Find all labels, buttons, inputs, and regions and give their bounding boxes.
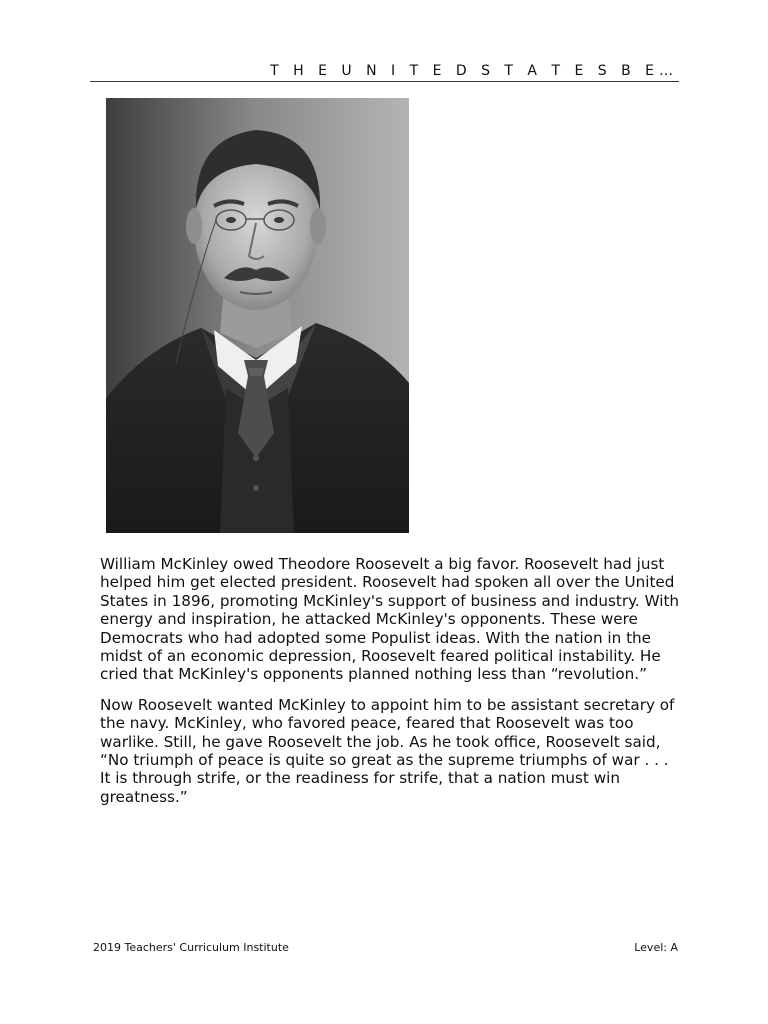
footer-level: Level: A (634, 941, 678, 954)
article-paragraph-2: Now Roosevelt wanted McKinley to appoint him to be assistant secretary of the navy. McKinley, who favored peace, feared that Roosevelt was too warlike. Still, he gave Roosevelt the job. As he took office, Roosevelt said, “No triumph of peace is quite so great as the supreme triumphs of war . . . It is through strife, or the readiness for strife, that a nation must win greatness.” (100, 695, 675, 806)
footer-copyright: 2019 Teachers' Curriculum Institute (93, 941, 289, 954)
header-divider (90, 81, 679, 82)
portrait-photo (106, 98, 409, 533)
article-paragraph-1: William McKinley owed Theodore Roosevelt a big favor. Roosevelt had just helped him get elected president. Roosevelt had spoken all over the United States in 1896, promoting McKinley's support of business and industry. With energy and inspiration, he attacked McKinley's opponents. These were Democrats who had adopted some Populist ideas. With the nation in the midst of an economic depression, Roosevelt feared political instability. He cried that McKinley's opponents planned nothing less than “revolution.” (100, 555, 680, 684)
article-body (100, 555, 680, 818)
page-header-title: T H E U N I T E D S T A T E S B E… (270, 63, 678, 79)
